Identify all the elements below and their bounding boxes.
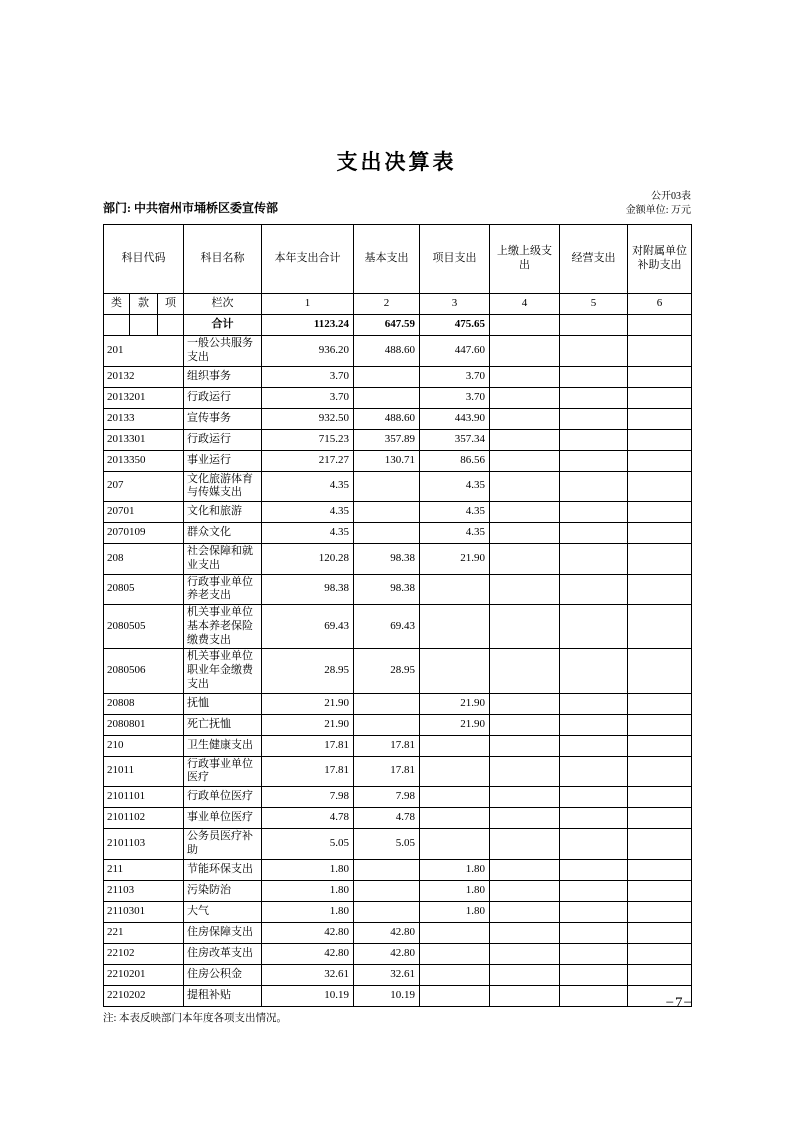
- subject-code-cell: 20133: [104, 408, 184, 429]
- subject-name-cell: 宣传事务: [184, 408, 262, 429]
- value-cell: [490, 714, 560, 735]
- value-cell: [420, 943, 490, 964]
- value-cell: 120.28: [262, 544, 354, 575]
- value-cell: [560, 787, 628, 808]
- table-row: [104, 429, 692, 450]
- value-cell: [490, 693, 560, 714]
- value-cell: [490, 366, 560, 387]
- subject-code-cell: 210: [104, 735, 184, 756]
- table-area: [103, 224, 691, 1025]
- subject-name-cell: 行政事业单位医疗: [184, 756, 262, 787]
- value-cell: 28.95: [354, 649, 420, 693]
- value-cell: 488.60: [354, 408, 420, 429]
- value-cell: [490, 964, 560, 985]
- value-cell: 98.38: [262, 574, 354, 605]
- value-cell: 42.80: [354, 943, 420, 964]
- value-cell: 4.35: [262, 523, 354, 544]
- value-cell: 10.19: [262, 985, 354, 1006]
- subheader-lei: 类: [104, 294, 130, 315]
- value-cell: [420, 735, 490, 756]
- value-cell: [354, 523, 420, 544]
- subject-name-cell: 死亡抚恤: [184, 714, 262, 735]
- col-header-subject-code: 科目代码: [104, 225, 184, 294]
- value-cell: [560, 808, 628, 829]
- value-cell: 1.80: [420, 859, 490, 880]
- table-row: [104, 901, 692, 922]
- col-header-operating-expenditure: 经营支出: [560, 225, 628, 294]
- empty-cell: [130, 315, 158, 336]
- value-cell: [628, 829, 692, 860]
- value-cell: [354, 693, 420, 714]
- value-cell: 488.60: [354, 336, 420, 367]
- value-cell: [490, 471, 560, 502]
- value-cell: [560, 859, 628, 880]
- value-cell: [490, 808, 560, 829]
- value-cell: 932.50: [262, 408, 354, 429]
- subheader-row: [104, 294, 692, 315]
- subject-code-cell: 201: [104, 336, 184, 367]
- value-cell: [420, 985, 490, 1006]
- value-cell: [628, 808, 692, 829]
- value-cell: [490, 408, 560, 429]
- table-row: [104, 735, 692, 756]
- value-cell: [560, 901, 628, 922]
- value-cell: [490, 829, 560, 860]
- value-cell: 4.78: [354, 808, 420, 829]
- subject-name-cell: 群众文化: [184, 523, 262, 544]
- value-cell: [560, 693, 628, 714]
- value-cell: 4.35: [262, 471, 354, 502]
- subject-name-cell: 卫生健康支出: [184, 735, 262, 756]
- value-cell: [628, 605, 692, 649]
- value-cell: [560, 829, 628, 860]
- value-cell: 28.95: [262, 649, 354, 693]
- subject-name-cell: 抚恤: [184, 693, 262, 714]
- table-row: [104, 787, 692, 808]
- value-cell: [490, 756, 560, 787]
- subject-name-cell: 文化旅游体育与传媒支出: [184, 471, 262, 502]
- subject-code-cell: 2013201: [104, 387, 184, 408]
- value-cell: [420, 605, 490, 649]
- department-label: 部门: 中共宿州市埇桥区委宣传部: [103, 201, 278, 215]
- value-cell: [354, 859, 420, 880]
- value-cell: [354, 714, 420, 735]
- value-cell: [420, 649, 490, 693]
- value-cell: [628, 502, 692, 523]
- value-cell: [560, 649, 628, 693]
- value-cell: [490, 523, 560, 544]
- subheader-col-3: 3: [420, 294, 490, 315]
- table-row: [104, 366, 692, 387]
- subject-name-cell: 住房保障支出: [184, 922, 262, 943]
- subheader-kuan: 款: [130, 294, 158, 315]
- value-cell: [490, 787, 560, 808]
- col-header-subject-name: 科目名称: [184, 225, 262, 294]
- value-cell: 17.81: [354, 756, 420, 787]
- value-cell: 17.81: [262, 756, 354, 787]
- subject-name-cell: 一般公共服务支出: [184, 336, 262, 367]
- table-row: [104, 693, 692, 714]
- table-row: [104, 756, 692, 787]
- value-cell: [628, 693, 692, 714]
- subject-code-cell: 207: [104, 471, 184, 502]
- subject-code-cell: 2101102: [104, 808, 184, 829]
- value-cell: 98.38: [354, 544, 420, 575]
- value-cell: 5.05: [354, 829, 420, 860]
- total-row: [104, 315, 692, 336]
- value-cell: 217.27: [262, 450, 354, 471]
- value-cell: [490, 336, 560, 367]
- value-cell: [560, 523, 628, 544]
- table-footnote: 注: 本表反映部门本年度各项支出情况。: [103, 1012, 288, 1024]
- value-cell: [560, 574, 628, 605]
- subject-code-cell: 2013350: [104, 450, 184, 471]
- subject-name-cell: 文化和旅游: [184, 502, 262, 523]
- value-cell: [490, 544, 560, 575]
- value-cell: [354, 471, 420, 502]
- value-cell: 7.98: [262, 787, 354, 808]
- page-title: 支出决算表: [336, 150, 457, 174]
- value-cell: 21.90: [262, 693, 354, 714]
- subject-code-cell: 221: [104, 922, 184, 943]
- subject-code-cell: 2080505: [104, 605, 184, 649]
- value-cell: [490, 922, 560, 943]
- value-cell: [490, 605, 560, 649]
- value-cell: [560, 450, 628, 471]
- value-cell: [490, 574, 560, 605]
- subheader-xiang: 项: [158, 294, 184, 315]
- subject-code-cell: 21103: [104, 880, 184, 901]
- table-row: [104, 964, 692, 985]
- table-row: [104, 471, 692, 502]
- subject-code-cell: 20132: [104, 366, 184, 387]
- value-cell: 17.81: [354, 735, 420, 756]
- value-cell: 69.43: [354, 605, 420, 649]
- value-cell: [628, 336, 692, 367]
- value-cell: 936.20: [262, 336, 354, 367]
- value-cell: [628, 964, 692, 985]
- value-cell: [560, 605, 628, 649]
- total-value-cell: 475.65: [420, 315, 490, 336]
- value-cell: [560, 408, 628, 429]
- value-cell: [490, 901, 560, 922]
- value-cell: [628, 756, 692, 787]
- value-cell: [628, 901, 692, 922]
- table-row: [104, 605, 692, 649]
- subheader-col-4: 4: [490, 294, 560, 315]
- subject-code-cell: 208: [104, 544, 184, 575]
- value-cell: 1.80: [420, 880, 490, 901]
- value-cell: [560, 880, 628, 901]
- value-cell: 5.05: [262, 829, 354, 860]
- subject-name-cell: 污染防治: [184, 880, 262, 901]
- value-cell: [354, 502, 420, 523]
- table-row: [104, 450, 692, 471]
- value-cell: [560, 922, 628, 943]
- empty-cell: [104, 315, 130, 336]
- col-header-subsidy-expenditure: 对附属单位补助支出: [628, 225, 692, 294]
- value-cell: [628, 787, 692, 808]
- value-cell: [490, 985, 560, 1006]
- value-cell: 21.90: [420, 693, 490, 714]
- value-cell: [560, 366, 628, 387]
- value-cell: 4.78: [262, 808, 354, 829]
- subheader-col-6: 6: [628, 294, 692, 315]
- table-row: [104, 408, 692, 429]
- value-cell: 3.70: [262, 387, 354, 408]
- value-cell: [628, 574, 692, 605]
- value-cell: [560, 985, 628, 1006]
- subject-name-cell: 大气: [184, 901, 262, 922]
- subject-code-cell: 2080801: [104, 714, 184, 735]
- value-cell: 447.60: [420, 336, 490, 367]
- subject-code-cell: 2070109: [104, 523, 184, 544]
- subject-name-cell: 机关事业单位职业年金缴费支出: [184, 649, 262, 693]
- table-row: [104, 859, 692, 880]
- subject-code-cell: 20805: [104, 574, 184, 605]
- value-cell: [490, 429, 560, 450]
- total-value-cell: [490, 315, 560, 336]
- subject-name-cell: 行政运行: [184, 387, 262, 408]
- subject-code-cell: 211: [104, 859, 184, 880]
- subject-name-cell: 公务员医疗补助: [184, 829, 262, 860]
- subject-code-cell: 2013301: [104, 429, 184, 450]
- table-row: [104, 502, 692, 523]
- value-cell: [490, 859, 560, 880]
- value-cell: [560, 429, 628, 450]
- subject-name-cell: 行政事业单位养老支出: [184, 574, 262, 605]
- subject-code-cell: 2110301: [104, 901, 184, 922]
- value-cell: 357.89: [354, 429, 420, 450]
- value-cell: 32.61: [262, 964, 354, 985]
- value-cell: [490, 735, 560, 756]
- col-header-total-expenditure: 本年支出合计: [262, 225, 354, 294]
- expenditure-table: [103, 224, 692, 1007]
- value-cell: [490, 880, 560, 901]
- subject-name-cell: 节能环保支出: [184, 859, 262, 880]
- subject-name-cell: 住房改革支出: [184, 943, 262, 964]
- subject-name-cell: 提租补贴: [184, 985, 262, 1006]
- value-cell: 3.70: [420, 366, 490, 387]
- value-cell: 7.98: [354, 787, 420, 808]
- value-cell: 21.90: [420, 714, 490, 735]
- value-cell: [628, 450, 692, 471]
- value-cell: 21.90: [420, 544, 490, 575]
- table-body: [104, 336, 692, 1007]
- value-cell: [628, 523, 692, 544]
- subheader-col-1: 1: [262, 294, 354, 315]
- value-cell: 69.43: [262, 605, 354, 649]
- value-cell: 130.71: [354, 450, 420, 471]
- value-cell: [354, 387, 420, 408]
- value-cell: [628, 735, 692, 756]
- value-cell: [628, 859, 692, 880]
- value-cell: [490, 502, 560, 523]
- value-cell: [560, 336, 628, 367]
- value-cell: [560, 756, 628, 787]
- table-row: [104, 880, 692, 901]
- amount-unit-label: 金额单位: 万元: [625, 205, 691, 216]
- subject-name-cell: 事业单位医疗: [184, 808, 262, 829]
- value-cell: 86.56: [420, 450, 490, 471]
- value-cell: 3.70: [420, 387, 490, 408]
- value-cell: 3.70: [262, 366, 354, 387]
- subheader-col-5: 5: [560, 294, 628, 315]
- value-cell: 1.80: [262, 901, 354, 922]
- value-cell: 4.35: [420, 502, 490, 523]
- value-cell: [560, 387, 628, 408]
- value-cell: 443.90: [420, 408, 490, 429]
- subject-name-cell: 行政运行: [184, 429, 262, 450]
- value-cell: [628, 544, 692, 575]
- subject-code-cell: 2101103: [104, 829, 184, 860]
- value-cell: [560, 502, 628, 523]
- subject-name-cell: 社会保障和就业支出: [184, 544, 262, 575]
- value-cell: 1.80: [420, 901, 490, 922]
- value-cell: [490, 649, 560, 693]
- subject-name-cell: 组织事务: [184, 366, 262, 387]
- subject-name-cell: 行政单位医疗: [184, 787, 262, 808]
- subject-code-cell: 2080506: [104, 649, 184, 693]
- table-row: [104, 714, 692, 735]
- value-cell: 42.80: [262, 922, 354, 943]
- value-cell: [490, 943, 560, 964]
- value-cell: [628, 649, 692, 693]
- col-header-basic-expenditure: 基本支出: [354, 225, 420, 294]
- subject-code-cell: 2210202: [104, 985, 184, 1006]
- value-cell: [420, 808, 490, 829]
- value-cell: [354, 880, 420, 901]
- table-row: [104, 829, 692, 860]
- value-cell: [560, 471, 628, 502]
- value-cell: 98.38: [354, 574, 420, 605]
- table-row: [104, 985, 692, 1006]
- table-row: [104, 574, 692, 605]
- value-cell: 42.80: [262, 943, 354, 964]
- subject-name-cell: 机关事业单位基本养老保险缴费支出: [184, 605, 262, 649]
- page-number: −7−: [665, 995, 693, 1011]
- subject-code-cell: 2210201: [104, 964, 184, 985]
- value-cell: 21.90: [262, 714, 354, 735]
- value-cell: [420, 574, 490, 605]
- value-cell: 1.80: [262, 880, 354, 901]
- value-cell: 4.35: [420, 523, 490, 544]
- value-cell: 32.61: [354, 964, 420, 985]
- value-cell: [628, 429, 692, 450]
- total-value-cell: 647.59: [354, 315, 420, 336]
- value-cell: [628, 922, 692, 943]
- table-row: [104, 943, 692, 964]
- value-cell: 4.35: [420, 471, 490, 502]
- value-cell: [628, 471, 692, 502]
- subject-code-cell: 2101101: [104, 787, 184, 808]
- value-cell: 10.19: [354, 985, 420, 1006]
- subject-code-cell: 20808: [104, 693, 184, 714]
- value-cell: [628, 714, 692, 735]
- value-cell: [560, 964, 628, 985]
- subject-name-cell: 事业运行: [184, 450, 262, 471]
- value-cell: [420, 787, 490, 808]
- subheader-lanci: 栏次: [184, 294, 262, 315]
- value-cell: [628, 943, 692, 964]
- value-cell: 357.34: [420, 429, 490, 450]
- col-header-project-expenditure: 项目支出: [420, 225, 490, 294]
- total-label: 合计: [184, 315, 262, 336]
- empty-cell: [158, 315, 184, 336]
- value-cell: 4.35: [262, 502, 354, 523]
- col-header-upturn-expenditure: 上缴上级支出: [490, 225, 560, 294]
- value-cell: [560, 714, 628, 735]
- form-code-label: 公开03表: [651, 191, 691, 202]
- total-value-cell: 1123.24: [262, 315, 354, 336]
- subject-code-cell: 20701: [104, 502, 184, 523]
- header-row: [104, 225, 692, 294]
- value-cell: [420, 922, 490, 943]
- value-cell: [560, 735, 628, 756]
- value-cell: [420, 964, 490, 985]
- table-row: [104, 387, 692, 408]
- value-cell: [628, 387, 692, 408]
- total-value-cell: [628, 315, 692, 336]
- value-cell: 715.23: [262, 429, 354, 450]
- value-cell: [354, 901, 420, 922]
- table-row: [104, 808, 692, 829]
- value-cell: [628, 408, 692, 429]
- value-cell: [560, 943, 628, 964]
- value-cell: [354, 366, 420, 387]
- table-row: [104, 649, 692, 693]
- value-cell: [490, 387, 560, 408]
- table-row: [104, 544, 692, 575]
- value-cell: 42.80: [354, 922, 420, 943]
- table-meta-row: [103, 199, 691, 216]
- value-cell: [628, 366, 692, 387]
- subheader-col-2: 2: [354, 294, 420, 315]
- subject-code-cell: 21011: [104, 756, 184, 787]
- value-cell: 17.81: [262, 735, 354, 756]
- table-row: [104, 523, 692, 544]
- total-value-cell: [560, 315, 628, 336]
- value-cell: [628, 880, 692, 901]
- subject-code-cell: 22102: [104, 943, 184, 964]
- value-cell: [560, 544, 628, 575]
- value-cell: [490, 450, 560, 471]
- value-cell: 1.80: [262, 859, 354, 880]
- table-row: [104, 922, 692, 943]
- table-row: [104, 336, 692, 367]
- subject-name-cell: 住房公积金: [184, 964, 262, 985]
- value-cell: [420, 829, 490, 860]
- value-cell: [420, 756, 490, 787]
